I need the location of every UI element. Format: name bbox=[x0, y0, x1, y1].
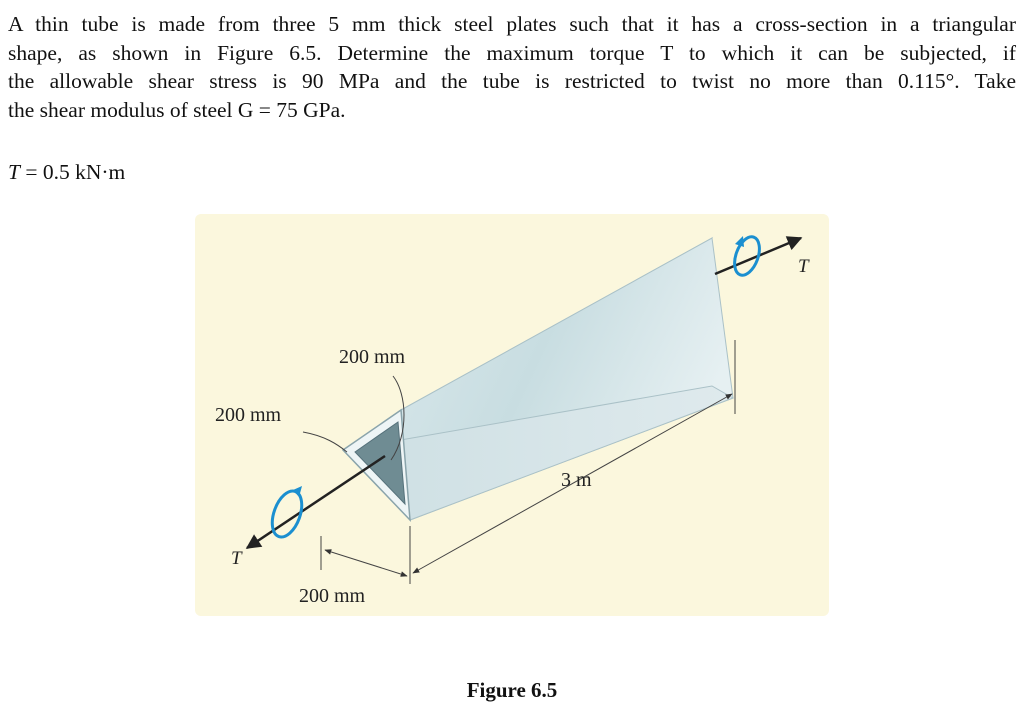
problem-line: the allowable shear stress is 90 MPa and the tube is restricted to twist no more than 0.115°. Take bbox=[8, 69, 1016, 93]
label-torque-right: T bbox=[798, 256, 809, 277]
label-top-side: 200 mm bbox=[339, 346, 406, 368]
figure-6-5 bbox=[195, 214, 829, 616]
label-left-side: 200 mm bbox=[215, 404, 282, 426]
problem-line: A thin tube is made from three 5 mm thick steel plates such that it has a cross-section in a triangular bbox=[8, 12, 1016, 36]
problem-line: shape, as shown in Figure 6.5. Determine the maximum torque T to which it can be subjected, if bbox=[8, 40, 1016, 65]
problem-line: the shear modulus of steel G = 75 GPa. bbox=[8, 97, 346, 122]
label-bottom-side: 200 mm bbox=[299, 585, 366, 607]
figure-caption: Figure 6.5 bbox=[466, 678, 558, 702]
label-length: 3 m bbox=[561, 469, 592, 491]
answer bbox=[8, 158, 125, 186]
answer-value: = 0.5 kN·m bbox=[19, 160, 126, 184]
answer-symbol: T bbox=[8, 160, 20, 184]
problem-statement bbox=[8, 10, 1016, 124]
label-torque-left: T bbox=[231, 548, 242, 569]
